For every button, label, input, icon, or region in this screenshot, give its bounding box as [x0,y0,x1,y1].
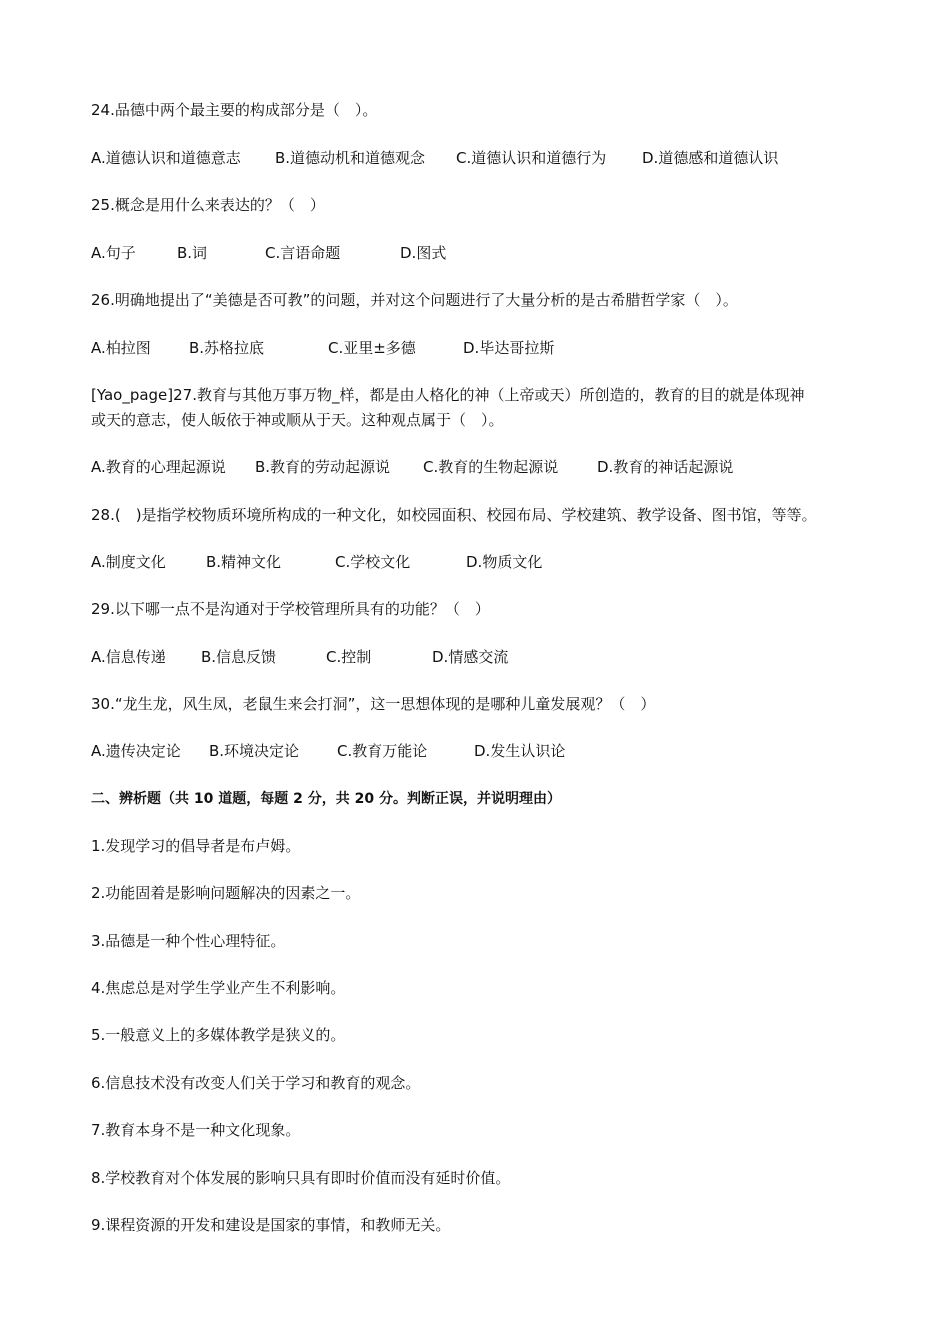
option-b: B.环境决定论 [209,742,300,760]
question-28-stem: 28.( )是指学校物质环境所构成的一种文化，如校园面积、校园布局、学校建筑、教学设备、图书馆，等等。 [91,506,817,524]
essay-item: 9.课程资源的开发和建设是国家的事情，和教师无关。 [91,1216,451,1234]
essay-item: 6.信息技术没有改变人们关于学习和教育的观念。 [91,1074,421,1092]
option-d: D.物质文化 [466,553,543,571]
question-30-options [91,739,565,763]
option-c: C.道德认识和道德行为 [456,149,607,167]
option-d: D.发生认识论 [474,742,566,760]
option-d: D.道德感和道德认识 [642,149,779,167]
option-b: B.苏格拉底 [189,339,265,357]
option-b: B.精神文化 [206,553,282,571]
option-a: A.遗传决定论 [91,742,181,760]
option-a: A.信息传递 [91,648,166,666]
essay-item: 1.发现学习的倡导者是布卢姆。 [91,837,301,855]
question-26-stem: 26.明确地提出了“美德是否可教”的问题，并对这个问题进行了大量分析的是古希腊哲学家（ ）。 [91,291,738,309]
essay-item: 3.品德是一种个性心理特征。 [91,932,286,950]
question-29-options [91,645,508,669]
essay-item: 2.功能固着是影响问题解决的因素之一。 [91,884,361,902]
question-28-options [91,550,542,574]
essay-item: 8.学校教育对个体发展的影响只具有即时价值而没有延时价值。 [91,1169,511,1187]
question-27-stem-line1: [Yao_page]27.教育与其他万事万物_样，都是由人格化的神（上帝或天）所创造的，教育的目的就是体现神 [91,386,805,404]
option-b: B.词 [177,244,208,262]
question-25-options [91,241,446,265]
option-c: C.学校文化 [335,553,411,571]
option-d: D.教育的神话起源说 [597,458,734,476]
question-25-stem: 25.概念是用什么来表达的？（ ） [91,196,325,214]
option-c: C.控制 [326,648,372,666]
option-b: B.教育的劳动起源说 [255,458,391,476]
question-24-stem: 24.品德中两个最主要的构成部分是（ ）。 [91,101,378,119]
question-29-stem: 29.以下哪一点不是沟通对于学校管理所具有的功能？（ ） [91,600,490,618]
option-c: C.亚里±多德 [328,339,416,357]
option-c: C.言语命题 [265,244,341,262]
option-a: A.句子 [91,244,136,262]
question-30-stem: 30.“龙生龙，风生凤，老鼠生来会打洞”，这一思想体现的是哪种儿童发展观？（ ） [91,695,656,713]
essay-item: 7.教育本身不是一种文化现象。 [91,1121,301,1139]
option-c: C.教育万能论 [337,742,428,760]
option-d: D.情感交流 [432,648,509,666]
option-c: C.教育的生物起源说 [423,458,559,476]
option-d: D.毕达哥拉斯 [463,339,555,357]
question-24-options [91,146,778,170]
option-a: A.制度文化 [91,553,166,571]
question-27-stem-line2: 或天的意志，使人皈依于神或顺从于天。这种观点属于（ ）。 [91,411,504,429]
option-a: A.道德认识和道德意志 [91,149,241,167]
essay-item: 5.一般意义上的多媒体教学是狭义的。 [91,1026,346,1044]
essay-item: 4.焦虑总是对学生学业产生不利影响。 [91,979,346,997]
option-a: A.柏拉图 [91,339,151,357]
question-26-options [91,336,554,360]
question-27-options [91,455,733,479]
option-b: B.道德动机和道德观念 [275,149,426,167]
option-a: A.教育的心理起源说 [91,458,226,476]
option-d: D.图式 [400,244,447,262]
section-heading: 二、辨析题（共 10 道题，每题 2 分，共 20 分。判断正误，并说明理由） [91,791,561,807]
option-b: B.信息反馈 [201,648,277,666]
